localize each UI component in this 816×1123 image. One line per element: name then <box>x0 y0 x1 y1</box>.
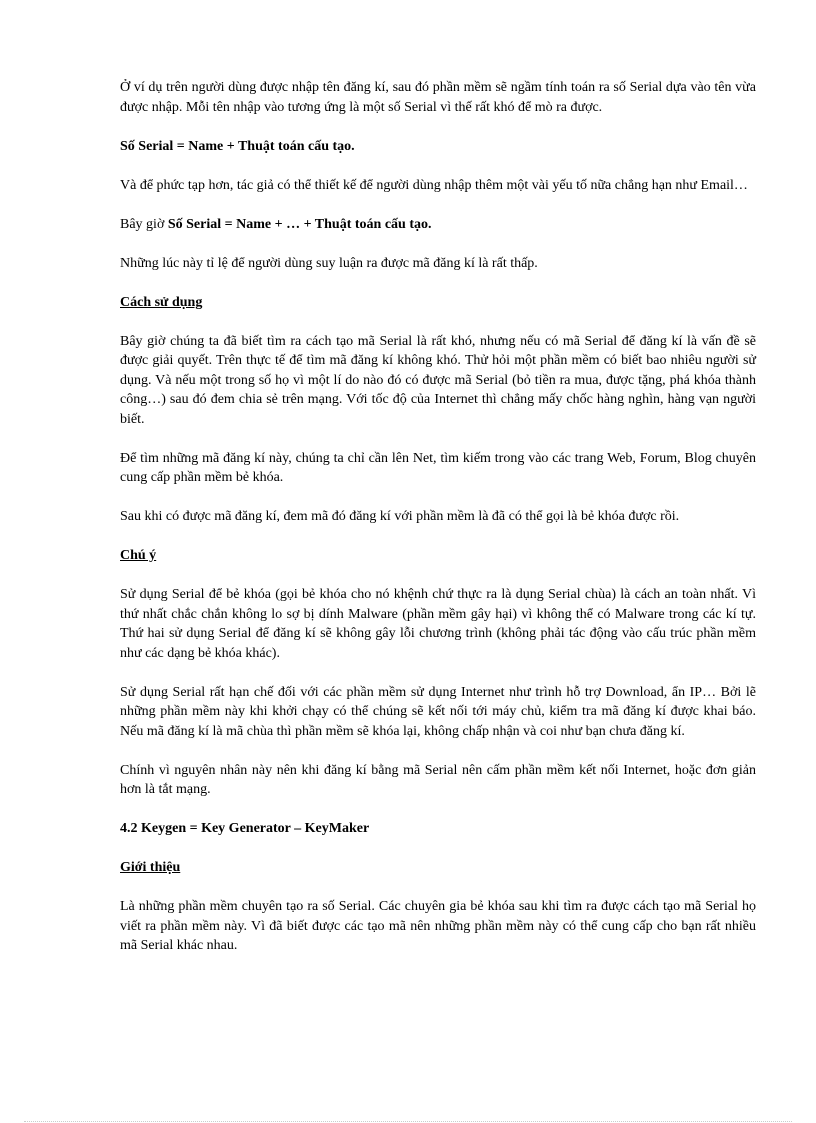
paragraph-note-1: Sử dụng Serial để bẻ khóa (gọi bẻ khóa cho nó khệnh chứ thực ra là dụng Serial chùa) là cách an toàn nhất. Vì thứ nhất chắc chắn không lo sợ bị dính Malware (phần mềm gây hại) vì không thể có Malware trong các kí tự. Thứ hai sử dụng Serial để đăng kí sẽ không gây lỗi chương trình (không phải tác động vào cấu trúc phần mềm như các dạng bẻ khóa khác). <box>120 587 756 661</box>
paragraph-complexity: Và để phức tạp hơn, tác giả có thể thiết kế để người dùng nhập thêm một vài yếu tố nữa chẳng hạn như Email… <box>120 177 748 193</box>
paragraph-note-2: Sử dụng Serial rất hạn chế đối với các phần mềm sử dụng Internet như trình hỗ trợ Download, ẩn IP… Bởi lẽ những phần mềm này khi khởi chạy có thể chúng sẽ kết nối tới máy chủ, kiểm tra mã đăng kí được khai báo. Nếu mã đăng kí là mã chùa thì phần mềm sẽ khóa lại, không chấp nhận và coi như bạn chưa đăng kí. <box>120 684 756 739</box>
paragraph-usage-2: Để tìm những mã đăng kí này, chúng ta chỉ cần lên Net, tìm kiếm trong vào các trang Web, Forum, Blog chuyên cung cấp phần mềm bẻ khóa. <box>120 450 756 485</box>
paragraph-usage-1: Bây giờ chúng ta đã biết tìm ra cách tạo mã Serial là rất khó, nhưng nếu có mã Serial để đăng kí là vấn đề sẽ được giải quyết. Trên thực tế để tìm mã đăng kí không khó. Thử hỏi một phần mềm có biết bao nhiêu người sử dụng. Và nếu một trong số họ vì một lí do nào đó có được mã Serial (bỏ tiền ra mua, được tặng, phá khóa thành công…) sau đó đem chia sẻ trên mạng. Với tốc độ của Internet thì chẳng mấy chốc hàng nghìn, hàng vạn người biết. <box>120 333 756 427</box>
paragraph-low-rate: Những lúc này tỉ lệ để người dùng suy luận ra được mã đăng kí là rất thấp. <box>120 255 538 271</box>
paragraph-usage-3: Sau khi có được mã đăng kí, đem mã đó đăng kí với phần mềm là đã có thể gọi là bẻ khóa được rồi. <box>120 509 680 524</box>
paragraph-note-3: Chính vì nguyên nhân này nên khi đăng kí bằng mã Serial nên cấm phần mềm kết nối Internet, hoặc đơn giản hơn là tắt mạng. <box>120 762 756 797</box>
page-bottom-divider <box>24 1121 792 1122</box>
formula-prefix: Bây giờ <box>120 216 168 232</box>
formula-bold: Số Serial = Name + … + Thuật toán cấu tạo. <box>167 216 432 232</box>
paragraph-intro: Là những phần mềm chuyên tạo ra số Serial. Các chuyên gia bẻ khóa sau khi tìm ra được cách tạo mã Serial họ viết ra phần mềm này. Vì đã biết được các tạo mã nên những phần mềm này có thể cung cấp cho bạn rất nhiều mã Serial khác nhau. <box>120 899 756 953</box>
heading-usage: Cách sử dụng <box>120 294 203 310</box>
heading-note: Chú ý <box>120 548 157 563</box>
document-page <box>120 78 756 975</box>
paragraph-serial-intro: Ở ví dụ trên người dùng được nhập tên đăng kí, sau đó phần mềm sẽ ngầm tính toán ra số Serial dựa vào tên vừa được nhập. Mỗi tên nhập vào tương ứng là một số Serial vì thế rất khó để mò ra được. <box>120 80 756 115</box>
section-title: 4.2 Keygen = Key Generator – KeyMaker <box>120 821 370 836</box>
formula-serial-extended <box>120 215 756 235</box>
heading-intro: Giới thiệu <box>120 860 181 875</box>
formula-serial-basic: Số Serial = Name + Thuật toán cấu tạo. <box>120 138 355 154</box>
